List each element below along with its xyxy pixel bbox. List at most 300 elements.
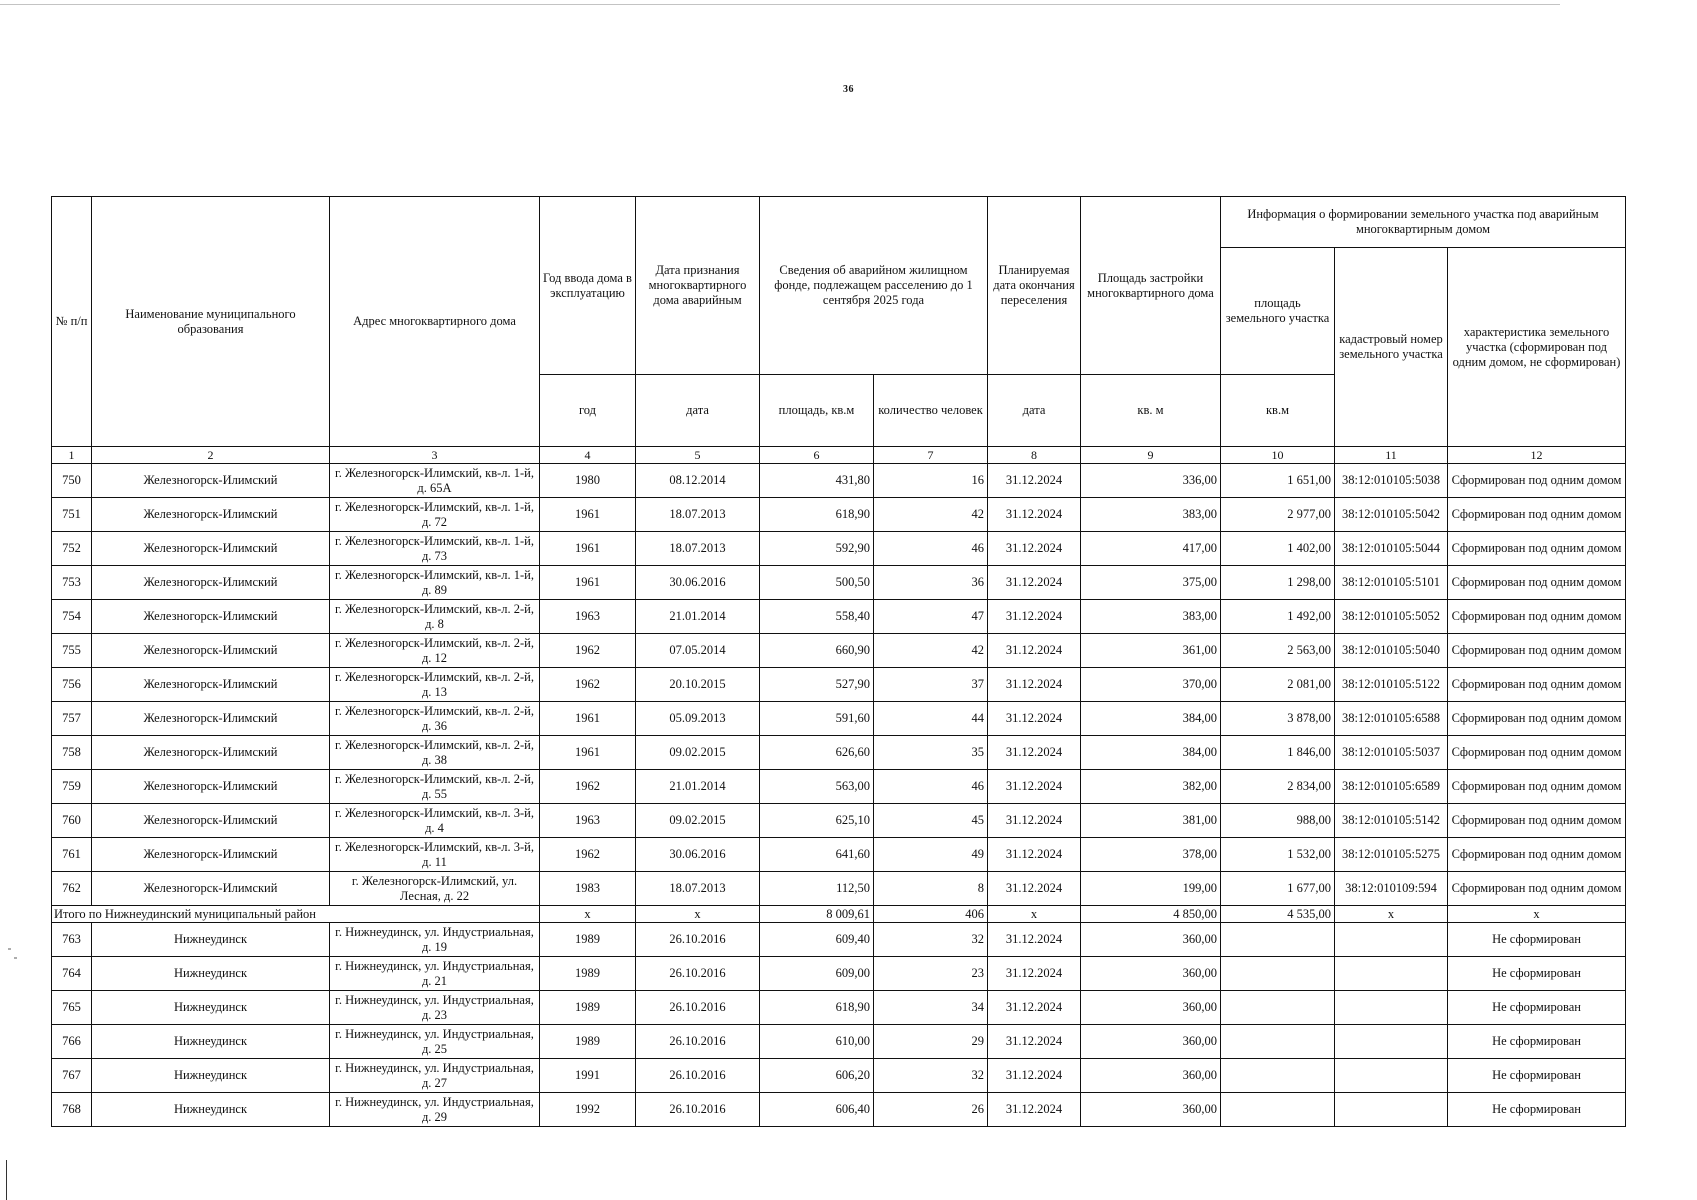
people-count-cell: 34 [874,991,988,1025]
address-cell: г. Нижнеудинск, ул. Индустриальная, д. 21 [330,957,540,991]
address-cell: г. Железногорск-Илимский, кв-л. 2-й, д. 8 [330,600,540,634]
land-status-cell: Сформирован под одним домом [1448,600,1626,634]
municipality-cell: Железногорск-Илимский [92,804,330,838]
year-cell: 1961 [540,532,636,566]
people-count-cell: 29 [874,1025,988,1059]
cadastral-number-cell [1335,957,1448,991]
year-cell: 1961 [540,736,636,770]
recognition-date-cell: 26.10.2016 [636,957,760,991]
total-planned: х [988,906,1081,923]
people-count-cell: 35 [874,736,988,770]
land-area-cell [1221,1093,1335,1127]
row-number: 752 [52,532,92,566]
address-cell: г. Нижнеудинск, ул. Индустриальная, д. 27 [330,1059,540,1093]
municipality-cell: Железногорск-Илимский [92,532,330,566]
land-status-cell: Сформирован под одним домом [1448,498,1626,532]
row-number: 759 [52,770,92,804]
building-area-cell: 360,00 [1081,923,1221,957]
land-area-cell: 1 677,00 [1221,872,1335,906]
register-table-container [51,196,1625,1127]
column-number: 12 [1448,447,1626,464]
row-number: 757 [52,702,92,736]
recognition-date-cell: 26.10.2016 [636,1093,760,1127]
people-count-cell: 32 [874,923,988,957]
address-cell: г. Железногорск-Илимский, кв-л. 2-й, д. 55 [330,770,540,804]
people-count-cell: 47 [874,600,988,634]
total-row [52,906,1626,923]
land-status-cell: Сформирован под одним домом [1448,838,1626,872]
planned-date-cell: 31.12.2024 [988,923,1081,957]
year-cell: 1989 [540,957,636,991]
year-cell: 1991 [540,1059,636,1093]
recognition-date-cell: 26.10.2016 [636,1025,760,1059]
planned-date-cell: 31.12.2024 [988,634,1081,668]
building-area-cell: 384,00 [1081,702,1221,736]
building-area-cell: 378,00 [1081,838,1221,872]
building-area-cell: 375,00 [1081,566,1221,600]
total-area: 8 009,61 [760,906,874,923]
people-count-cell: 37 [874,668,988,702]
year-cell: 1961 [540,566,636,600]
planned-date-cell: 31.12.2024 [988,498,1081,532]
year-cell: 1961 [540,498,636,532]
people-count-cell: 26 [874,1093,988,1127]
cadastral-number-cell: 38:12:010109:594 [1335,872,1448,906]
cadastral-number-cell: 38:12:010105:6588 [1335,702,1448,736]
municipality-cell: Железногорск-Илимский [92,668,330,702]
land-area-cell: 1 846,00 [1221,736,1335,770]
land-area-cell [1221,1059,1335,1093]
land-area-cell: 1 532,00 [1221,838,1335,872]
people-count-cell: 8 [874,872,988,906]
address-cell: г. Железногорск-Илимский, кв-л. 1-й, д. 73 [330,532,540,566]
recognition-date-cell: 07.05.2014 [636,634,760,668]
municipality-cell: Железногорск-Илимский [92,600,330,634]
scan-speck [14,957,17,959]
planned-date-cell: 31.12.2024 [988,532,1081,566]
municipality-cell: Железногорск-Илимский [92,464,330,498]
area-cell: 626,60 [760,736,874,770]
planned-date-cell: 31.12.2024 [988,872,1081,906]
area-cell: 112,50 [760,872,874,906]
area-cell: 431,80 [760,464,874,498]
recognition-date-cell: 30.06.2016 [636,838,760,872]
cadastral-number-cell: 38:12:010105:5052 [1335,600,1448,634]
total-year: х [540,906,636,923]
row-number: 767 [52,1059,92,1093]
table-row [52,532,1626,566]
address-cell: г. Железногорск-Илимский, кв-л. 2-й, д. 13 [330,668,540,702]
row-number: 750 [52,464,92,498]
header-unit-year: год [540,375,636,447]
people-count-cell: 49 [874,838,988,872]
row-number: 756 [52,668,92,702]
cadastral-number-cell [1335,923,1448,957]
area-cell: 641,60 [760,838,874,872]
column-number: 7 [874,447,988,464]
header-unit-date2: дата [988,375,1081,447]
row-number: 768 [52,1093,92,1127]
address-cell: г. Железногорск-Илимский, кв-л. 1-й, д. 89 [330,566,540,600]
row-number: 765 [52,991,92,1025]
building-area-cell: 381,00 [1081,804,1221,838]
planned-date-cell: 31.12.2024 [988,736,1081,770]
planned-date-cell: 31.12.2024 [988,957,1081,991]
header-land-area: площадь земельного участка [1221,248,1335,375]
row-number: 763 [52,923,92,957]
cadastral-number-cell [1335,1059,1448,1093]
year-cell: 1989 [540,1025,636,1059]
table-row [52,770,1626,804]
land-status-cell: Сформирован под одним домом [1448,702,1626,736]
land-area-cell: 1 492,00 [1221,600,1335,634]
column-number: 1 [52,447,92,464]
municipality-cell: Железногорск-Илимский [92,770,330,804]
header-unit-people: количество человек [874,375,988,447]
land-status-cell: Не сформирован [1448,1093,1626,1127]
header-land-info: Информация о формировании земельного участка под аварийным многоквартирным домом [1221,197,1626,248]
planned-date-cell: 31.12.2024 [988,464,1081,498]
planned-date-cell: 31.12.2024 [988,991,1081,1025]
planned-date-cell: 31.12.2024 [988,804,1081,838]
column-number: 6 [760,447,874,464]
row-number: 758 [52,736,92,770]
row-number: 751 [52,498,92,532]
column-numbers-row [52,447,1626,464]
table-row [52,1025,1626,1059]
header-unit-sqm2: кв.м [1221,375,1335,447]
row-number: 754 [52,600,92,634]
municipality-cell: Железногорск-Илимский [92,736,330,770]
header-unit-sqm: кв. м [1081,375,1221,447]
area-cell: 606,40 [760,1093,874,1127]
cadastral-number-cell: 38:12:010105:5275 [1335,838,1448,872]
year-cell: 1992 [540,1093,636,1127]
land-status-cell: Не сформирован [1448,957,1626,991]
total-cadastral: х [1335,906,1448,923]
land-area-cell: 1 298,00 [1221,566,1335,600]
land-area-cell [1221,923,1335,957]
land-status-cell: Сформирован под одним домом [1448,634,1626,668]
scan-edge-mark [6,1160,7,1200]
people-count-cell: 36 [874,566,988,600]
municipality-cell: Нижнеудинск [92,1025,330,1059]
address-cell: г. Железногорск-Илимский, ул. Лесная, д. 22 [330,872,540,906]
year-cell: 1962 [540,770,636,804]
planned-date-cell: 31.12.2024 [988,1025,1081,1059]
planned-date-cell: 31.12.2024 [988,600,1081,634]
municipality-cell: Нижнеудинск [92,957,330,991]
table-row [52,804,1626,838]
municipality-cell: Железногорск-Илимский [92,634,330,668]
people-count-cell: 16 [874,464,988,498]
area-cell: 606,20 [760,1059,874,1093]
area-cell: 618,90 [760,991,874,1025]
planned-date-cell: 31.12.2024 [988,702,1081,736]
year-cell: 1963 [540,600,636,634]
building-area-cell: 382,00 [1081,770,1221,804]
planned-date-cell: 31.12.2024 [988,1093,1081,1127]
recognition-date-cell: 21.01.2014 [636,600,760,634]
column-number: 5 [636,447,760,464]
header-unit-date: дата [636,375,760,447]
land-area-cell: 2 081,00 [1221,668,1335,702]
emergency-housing-table [51,196,1626,1127]
cadastral-number-cell [1335,1093,1448,1127]
building-area-cell: 199,00 [1081,872,1221,906]
year-cell: 1983 [540,872,636,906]
building-area-cell: 360,00 [1081,991,1221,1025]
table-row [52,872,1626,906]
total-label: Итого по Нижнеудинский муниципальный район [52,906,540,923]
planned-date-cell: 31.12.2024 [988,838,1081,872]
land-status-cell: Сформирован под одним домом [1448,464,1626,498]
land-status-cell: Сформирован под одним домом [1448,736,1626,770]
header-num: № п/п [52,197,92,447]
year-cell: 1963 [540,804,636,838]
municipality-cell: Нижнеудинск [92,991,330,1025]
column-number: 2 [92,447,330,464]
table-row [52,736,1626,770]
table-row [52,1059,1626,1093]
municipality-cell: Нижнеудинск [92,923,330,957]
area-cell: 592,90 [760,532,874,566]
area-cell: 625,10 [760,804,874,838]
scan-speck [8,948,11,950]
header-address: Адрес многоквартирного дома [330,197,540,447]
header-fund-info: Сведения об аварийном жилищном фонде, подлежащем расселению до 1 сентября 2025 года [760,197,988,375]
total-people: 406 [874,906,988,923]
address-cell: г. Железногорск-Илимский, кв-л. 1-й, д. 72 [330,498,540,532]
recognition-date-cell: 09.02.2015 [636,736,760,770]
address-cell: г. Железногорск-Илимский, кв-л. 3-й, д. 11 [330,838,540,872]
people-count-cell: 32 [874,1059,988,1093]
land-status-cell: Сформирован под одним домом [1448,532,1626,566]
page-number: 36 [843,84,854,95]
area-cell: 591,60 [760,702,874,736]
land-status-cell: Сформирован под одним домом [1448,668,1626,702]
cadastral-number-cell: 38:12:010105:5101 [1335,566,1448,600]
address-cell: г. Нижнеудинск, ул. Индустриальная, д. 29 [330,1093,540,1127]
land-status-cell: Сформирован под одним домом [1448,872,1626,906]
building-area-cell: 360,00 [1081,1025,1221,1059]
cadastral-number-cell: 38:12:010105:5040 [1335,634,1448,668]
land-status-cell: Не сформирован [1448,1025,1626,1059]
table-row [52,634,1626,668]
recognition-date-cell: 30.06.2016 [636,566,760,600]
row-number: 753 [52,566,92,600]
table-row [52,838,1626,872]
cadastral-number-cell: 38:12:010105:5038 [1335,464,1448,498]
cadastral-number-cell: 38:12:010105:5044 [1335,532,1448,566]
header-municipality: Наименование муниципального образования [92,197,330,447]
municipality-cell: Железногорск-Илимский [92,702,330,736]
area-cell: 618,90 [760,498,874,532]
municipality-cell: Железногорск-Илимский [92,872,330,906]
recognition-date-cell: 09.02.2015 [636,804,760,838]
column-number: 9 [1081,447,1221,464]
people-count-cell: 23 [874,957,988,991]
scan-edge-line [0,4,1560,5]
table-row [52,668,1626,702]
row-number: 764 [52,957,92,991]
year-cell: 1962 [540,668,636,702]
year-cell: 1961 [540,702,636,736]
people-count-cell: 44 [874,702,988,736]
table-row [52,991,1626,1025]
year-cell: 1989 [540,991,636,1025]
area-cell: 609,40 [760,923,874,957]
table-row [52,464,1626,498]
area-cell: 610,00 [760,1025,874,1059]
recognition-date-cell: 18.07.2013 [636,532,760,566]
table-row [52,957,1626,991]
land-area-cell: 2 563,00 [1221,634,1335,668]
building-area-cell: 383,00 [1081,498,1221,532]
recognition-date-cell: 26.10.2016 [636,991,760,1025]
municipality-cell: Нижнеудинск [92,1059,330,1093]
municipality-cell: Железногорск-Илимский [92,838,330,872]
land-status-cell: Сформирован под одним домом [1448,566,1626,600]
people-count-cell: 46 [874,770,988,804]
municipality-cell: Железногорск-Илимский [92,498,330,532]
building-area-cell: 383,00 [1081,600,1221,634]
municipality-cell: Железногорск-Илимский [92,566,330,600]
header-planned-date: Планируемая дата окончания переселения [988,197,1081,375]
people-count-cell: 45 [874,804,988,838]
planned-date-cell: 31.12.2024 [988,668,1081,702]
address-cell: г. Нижнеудинск, ул. Индустриальная, д. 23 [330,991,540,1025]
row-number: 761 [52,838,92,872]
planned-date-cell: 31.12.2024 [988,1059,1081,1093]
building-area-cell: 360,00 [1081,957,1221,991]
building-area-cell: 417,00 [1081,532,1221,566]
area-cell: 609,00 [760,957,874,991]
table-row [52,566,1626,600]
recognition-date-cell: 18.07.2013 [636,872,760,906]
header-cadastral: кадастровый номер земельного участка [1335,248,1448,447]
building-area-cell: 384,00 [1081,736,1221,770]
land-status-cell: Не сформирован [1448,991,1626,1025]
land-status-cell: Сформирован под одним домом [1448,770,1626,804]
cadastral-number-cell [1335,1025,1448,1059]
header-unit-area: площадь, кв.м [760,375,874,447]
rows-nizhneudinsk [52,923,1626,1127]
column-number: 10 [1221,447,1335,464]
address-cell: г. Нижнеудинск, ул. Индустриальная, д. 19 [330,923,540,957]
address-cell: г. Нижнеудинск, ул. Индустриальная, д. 25 [330,1025,540,1059]
area-cell: 660,90 [760,634,874,668]
header-building-area: Площадь застройки многоквартирного дома [1081,197,1221,375]
land-area-cell: 988,00 [1221,804,1335,838]
area-cell: 527,90 [760,668,874,702]
year-cell: 1962 [540,634,636,668]
recognition-date-cell: 26.10.2016 [636,1059,760,1093]
year-cell: 1989 [540,923,636,957]
table-row [52,702,1626,736]
people-count-cell: 46 [874,532,988,566]
land-area-cell [1221,957,1335,991]
building-area-cell: 370,00 [1081,668,1221,702]
column-number: 11 [1335,447,1448,464]
land-area-cell: 1 402,00 [1221,532,1335,566]
address-cell: г. Железногорск-Илимский, кв-л. 2-й, д. 36 [330,702,540,736]
row-number: 760 [52,804,92,838]
table-row [52,923,1626,957]
area-cell: 558,40 [760,600,874,634]
total-status: х [1448,906,1626,923]
building-area-cell: 360,00 [1081,1059,1221,1093]
planned-date-cell: 31.12.2024 [988,770,1081,804]
land-area-cell: 3 878,00 [1221,702,1335,736]
row-number: 755 [52,634,92,668]
total-section [52,906,1626,923]
address-cell: г. Железногорск-Илимский, кв-л. 1-й, д. 65А [330,464,540,498]
land-status-cell: Не сформирован [1448,1059,1626,1093]
cadastral-number-cell: 38:12:010105:5037 [1335,736,1448,770]
land-area-cell: 2 834,00 [1221,770,1335,804]
municipality-cell: Нижнеудинск [92,1093,330,1127]
planned-date-cell: 31.12.2024 [988,566,1081,600]
recognition-date-cell: 26.10.2016 [636,923,760,957]
people-count-cell: 42 [874,498,988,532]
row-number: 762 [52,872,92,906]
land-area-cell [1221,1025,1335,1059]
header-recognition-date: Дата признания многоквартирного дома аварийным [636,197,760,375]
address-cell: г. Железногорск-Илимский, кв-л. 3-й, д. 4 [330,804,540,838]
recognition-date-cell: 20.10.2015 [636,668,760,702]
land-status-cell: Сформирован под одним домом [1448,804,1626,838]
land-status-cell: Не сформирован [1448,923,1626,957]
area-cell: 563,00 [760,770,874,804]
header-year-built: Год ввода дома в эксплуатацию [540,197,636,375]
table-row [52,1093,1626,1127]
land-area-cell [1221,991,1335,1025]
column-number: 3 [330,447,540,464]
cadastral-number-cell: 38:12:010105:6589 [1335,770,1448,804]
people-count-cell: 42 [874,634,988,668]
year-cell: 1980 [540,464,636,498]
land-area-cell: 2 977,00 [1221,498,1335,532]
total-building-area: 4 850,00 [1081,906,1221,923]
area-cell: 500,50 [760,566,874,600]
header-land-characteristic: характеристика земельного участка (сформирован под одним домом, не сформирован) [1448,248,1626,447]
row-number: 766 [52,1025,92,1059]
cadastral-number-cell: 38:12:010105:5042 [1335,498,1448,532]
rows-zheleznogorsk [52,464,1626,906]
land-area-cell: 1 651,00 [1221,464,1335,498]
cadastral-number-cell: 38:12:010105:5122 [1335,668,1448,702]
building-area-cell: 336,00 [1081,464,1221,498]
cadastral-number-cell: 38:12:010105:5142 [1335,804,1448,838]
address-cell: г. Железногорск-Илимский, кв-л. 2-й, д. 12 [330,634,540,668]
table-row [52,600,1626,634]
column-number: 4 [540,447,636,464]
address-cell: г. Железногорск-Илимский, кв-л. 2-й, д. 38 [330,736,540,770]
cadastral-number-cell [1335,991,1448,1025]
recognition-date-cell: 18.07.2013 [636,498,760,532]
column-number: 8 [988,447,1081,464]
recognition-date-cell: 05.09.2013 [636,702,760,736]
building-area-cell: 361,00 [1081,634,1221,668]
total-land-area: 4 535,00 [1221,906,1335,923]
recognition-date-cell: 21.01.2014 [636,770,760,804]
total-date: х [636,906,760,923]
year-cell: 1962 [540,838,636,872]
building-area-cell: 360,00 [1081,1093,1221,1127]
recognition-date-cell: 08.12.2014 [636,464,760,498]
table-row [52,498,1626,532]
